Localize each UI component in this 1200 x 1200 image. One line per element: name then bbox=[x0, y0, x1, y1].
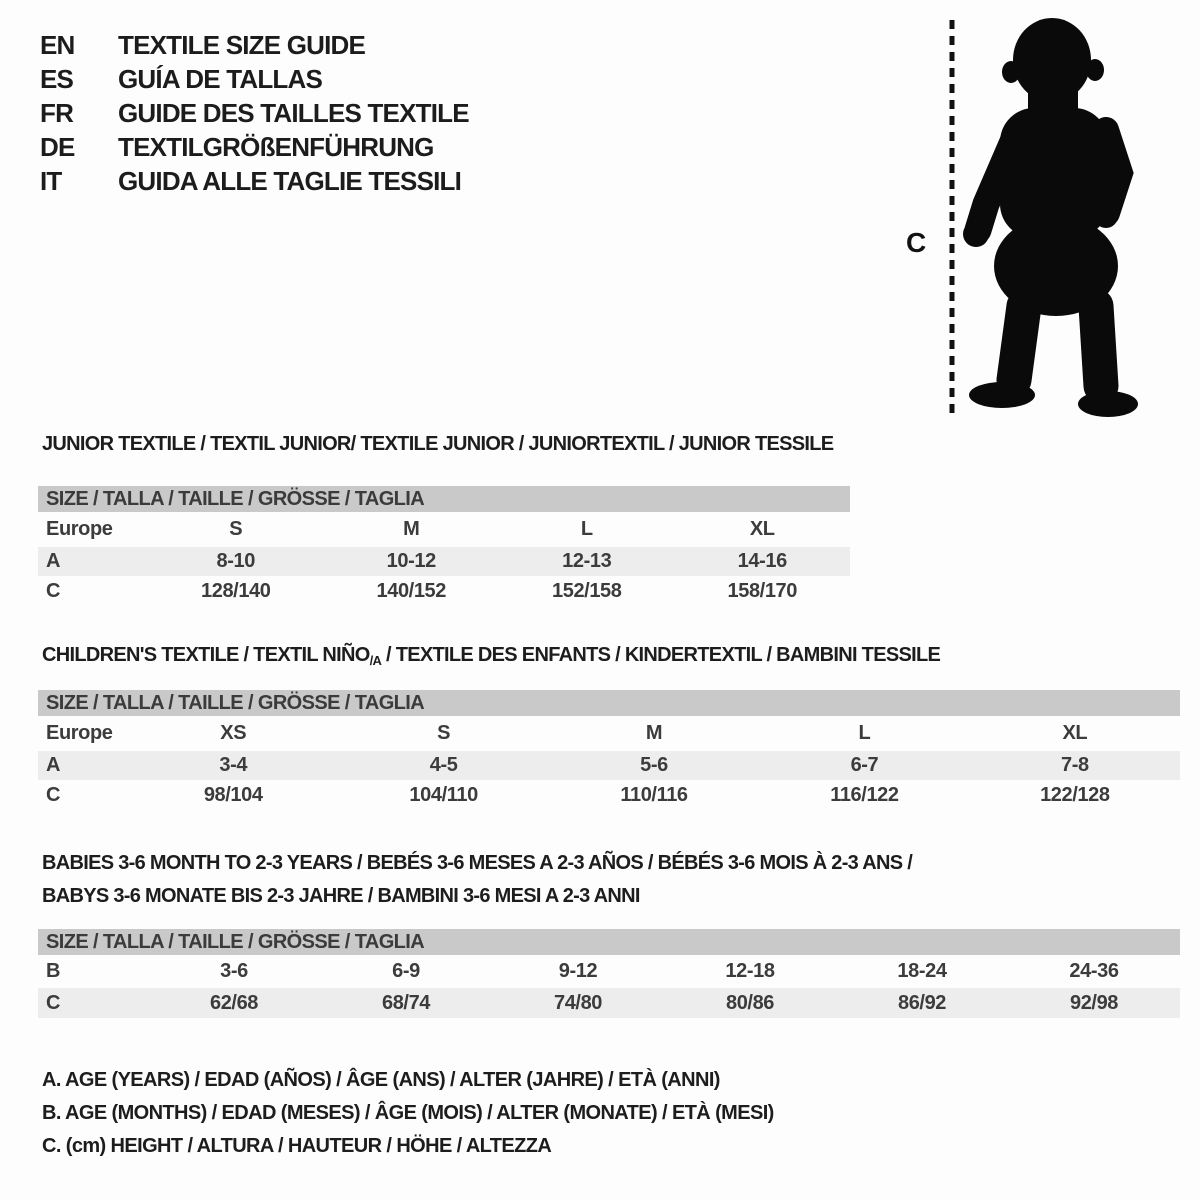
row-label: A bbox=[46, 754, 61, 776]
junior-section-title: JUNIOR TEXTILE / TEXTIL JUNIOR/ TEXTILE JUNIOR / JUNIORTEXTIL / JUNIOR TESSILE bbox=[42, 433, 834, 455]
cell-value: 110/116 bbox=[620, 783, 688, 806]
cell-value: 6-7 bbox=[850, 754, 879, 776]
column-header: XL bbox=[749, 518, 775, 540]
junior-size-header-bar bbox=[38, 486, 850, 512]
cell-value: 152/158 bbox=[552, 579, 622, 602]
cell-value: 122/128 bbox=[1040, 783, 1110, 806]
cell-value: 5-6 bbox=[640, 754, 668, 776]
cell-value: 128/140 bbox=[201, 579, 271, 602]
lang-code: DE bbox=[40, 131, 75, 162]
legend-line-c: C. (cm) HEIGHT / ALTURA / HAUTEUR / HÖHE / ALTEZZA bbox=[42, 1135, 552, 1157]
lang-label: GUIDA ALLE TAGLIE TESSILI bbox=[118, 165, 462, 196]
row-label: A bbox=[46, 550, 61, 572]
children-title-part: / TEXTILE DES ENFANTS / KINDERTEXTIL / BAMBINI TESSILE bbox=[381, 644, 941, 666]
lang-row-en bbox=[40, 28, 469, 62]
table-row-a bbox=[38, 547, 850, 576]
row-label: C bbox=[46, 991, 61, 1014]
children-size-header-bar bbox=[38, 690, 1180, 716]
cell-value: 80/86 bbox=[725, 991, 775, 1014]
table-row-c bbox=[38, 988, 1180, 1018]
lang-code: IT bbox=[40, 165, 62, 196]
babies-size-header-bar bbox=[38, 929, 1180, 955]
cell-value: 24-36 bbox=[1069, 960, 1119, 982]
cell-value: 4-5 bbox=[429, 754, 458, 776]
column-header: M bbox=[645, 722, 663, 744]
cell-value: 10-12 bbox=[386, 550, 436, 572]
toddler-silhouette-icon bbox=[900, 8, 1200, 433]
table-row-europe bbox=[38, 512, 850, 547]
column-header: XS bbox=[220, 722, 247, 744]
babies-section-title bbox=[42, 847, 912, 913]
cell-value: 14-16 bbox=[737, 550, 787, 572]
table-row-europe bbox=[38, 716, 1180, 751]
column-header: S bbox=[229, 518, 243, 540]
lang-code: EN bbox=[40, 29, 75, 60]
cell-value: 9-12 bbox=[558, 960, 598, 982]
lang-label: TEXTILGRÖßENFÜHRUNG bbox=[118, 131, 434, 162]
lang-row-es bbox=[40, 62, 469, 96]
size-header-label: SIZE / TALLA / TAILLE / GRÖSSE / TAGLIA bbox=[46, 930, 425, 953]
row-label: Europe bbox=[46, 518, 113, 540]
lang-code: ES bbox=[40, 63, 74, 94]
cell-value: 140/152 bbox=[376, 579, 446, 602]
column-header: M bbox=[403, 518, 420, 540]
table-row-c bbox=[38, 780, 1180, 810]
children-title-part: CHILDREN'S TEXTILE / TEXTIL NIÑO bbox=[42, 644, 370, 666]
junior-size-table bbox=[38, 486, 850, 606]
children-section-title bbox=[42, 644, 940, 668]
cell-value: 116/122 bbox=[830, 783, 899, 806]
lang-label: TEXTILE SIZE GUIDE bbox=[118, 29, 366, 60]
cell-value: 104/110 bbox=[409, 783, 478, 806]
cell-value: 12-13 bbox=[562, 550, 612, 572]
cell-value: 3-4 bbox=[219, 754, 248, 776]
babies-title-line1: BABIES 3-6 MONTH TO 2-3 YEARS / BEBÉS 3-6 MESES A 2-3 AÑOS / BÉBÉS 3-6 MOIS À 2-3 ANS / bbox=[42, 852, 913, 874]
size-header-label: SIZE / TALLA / TAILLE / GRÖSSE / TAGLIA bbox=[46, 487, 425, 510]
babies-title-line2: BABYS 3-6 MONATE BIS 2-3 JAHRE / BAMBINI 3-6 MESI A 2-3 ANNI bbox=[42, 885, 640, 907]
lang-row-fr bbox=[40, 96, 469, 130]
measure-legend bbox=[42, 1064, 774, 1163]
table-row-a bbox=[38, 751, 1180, 780]
cell-value: 12-18 bbox=[725, 960, 775, 982]
language-list bbox=[40, 28, 469, 198]
cell-value: 62/68 bbox=[209, 991, 259, 1014]
row-label: Europe bbox=[46, 722, 113, 744]
babies-size-table bbox=[38, 929, 1180, 1018]
column-header: XL bbox=[1062, 722, 1088, 744]
legend-line-b: B. AGE (MONTHS) / EDAD (MESES) / ÂGE (MOIS) / ALTER (MONATE) / ETÀ (MESI) bbox=[42, 1102, 774, 1124]
cell-value: 8-10 bbox=[216, 550, 255, 572]
column-header: L bbox=[858, 722, 871, 744]
height-measure-figure bbox=[900, 8, 1200, 433]
table-row-b bbox=[38, 955, 1180, 988]
lang-label: GUÍA DE TALLAS bbox=[118, 63, 323, 94]
column-header: S bbox=[437, 722, 451, 744]
cell-value: 18-24 bbox=[897, 960, 947, 982]
legend-line-a: A. AGE (YEARS) / EDAD (AÑOS) / ÂGE (ANS) / ALTER (JAHRE) / ETÀ (ANNI) bbox=[42, 1069, 720, 1091]
table-row-c bbox=[38, 576, 850, 606]
cell-value: 86/92 bbox=[897, 991, 947, 1014]
measure-label-c: C bbox=[906, 227, 927, 258]
lang-label: GUIDE DES TAILLES TEXTILE bbox=[118, 97, 469, 128]
children-size-table bbox=[38, 690, 1180, 810]
cell-value: 3-6 bbox=[220, 960, 248, 982]
cell-value: 68/74 bbox=[381, 991, 431, 1014]
cell-value: 6-9 bbox=[392, 960, 420, 982]
row-label: B bbox=[46, 960, 61, 982]
row-label: C bbox=[46, 579, 61, 602]
size-header-label: SIZE / TALLA / TAILLE / GRÖSSE / TAGLIA bbox=[46, 691, 425, 714]
cell-value: 7-8 bbox=[1060, 754, 1089, 776]
children-title-subscript: /A bbox=[369, 653, 382, 668]
row-label: C bbox=[46, 783, 61, 806]
cell-value: 74/80 bbox=[553, 991, 603, 1014]
cell-value: 92/98 bbox=[1069, 991, 1119, 1014]
lang-code: FR bbox=[40, 97, 74, 128]
lang-row-it bbox=[40, 164, 469, 198]
cell-value: 98/104 bbox=[203, 783, 263, 806]
cell-value: 158/170 bbox=[727, 579, 797, 602]
lang-row-de bbox=[40, 130, 469, 164]
column-header: L bbox=[580, 518, 593, 540]
